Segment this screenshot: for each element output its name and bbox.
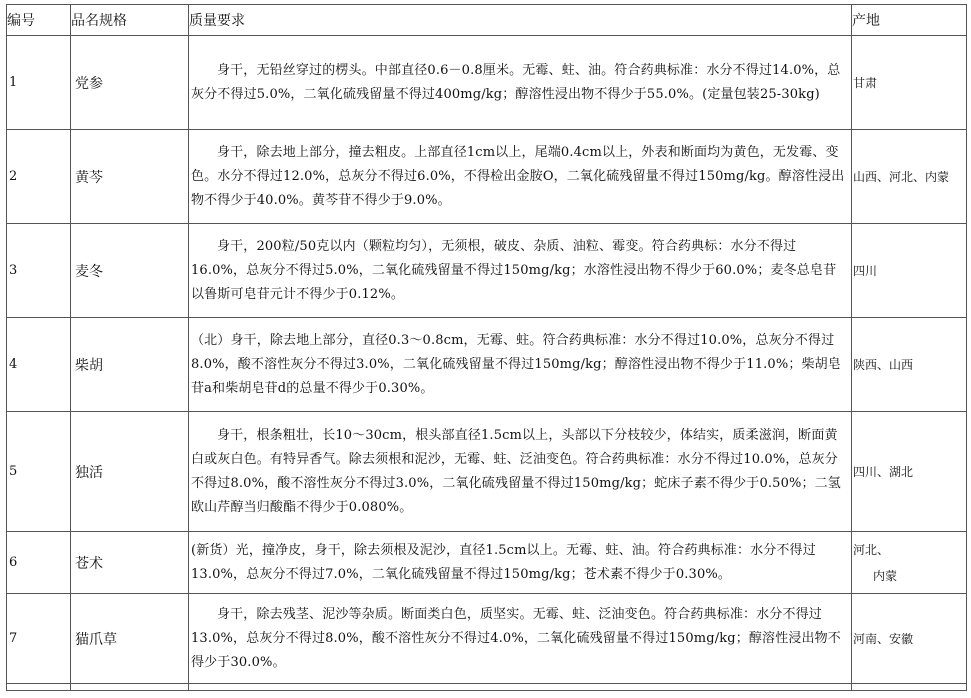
quality-requirement xyxy=(189,594,852,684)
origin-text: 四川、湖北 xyxy=(853,464,914,479)
product-name: 党参 xyxy=(71,36,189,130)
origin-cell xyxy=(852,130,967,224)
quality-requirement xyxy=(189,532,852,594)
row-number: 2 xyxy=(7,130,71,224)
requirement-text: 身干，根条粗壮，长10～30cm，根头部直径1.5cm以上，头部以下分枝较少，体结实，质柔滋润，断面黄白或灰白色。有特异香气。除去须根和泥沙，无霉、蛀、泛油变色。符合药典标准：水分不得过10.0%，总灰分不得过8.0%，酸不溶性灰分不得过3.0%，二氧化硫残留量不得过150mg/kg；蛇床子素不得少于0.50%；二氢欧山芹醇当归酸酯不得少于0.080%。 xyxy=(191,427,841,515)
quality-requirement xyxy=(189,130,852,224)
table-row xyxy=(7,594,967,684)
origin-cell xyxy=(852,318,967,412)
quality-spec-table xyxy=(6,4,967,691)
origin-text: 甘肃 xyxy=(853,75,878,90)
table-row xyxy=(7,224,967,318)
partial-cell xyxy=(7,684,71,691)
header-requirement: 质量要求 xyxy=(189,5,852,36)
partial-cell xyxy=(189,684,852,691)
quality-requirement xyxy=(189,412,852,532)
row-number: 3 xyxy=(7,224,71,318)
requirement-text: (新货）光，撞净皮，身干，除去须根及泥沙，直径1.5cm以上。无霉、蛀、油。符合药典标准：水分不得过13.0%，总灰分不得过7.0%，二氧化硫残留量不得过150mg/kg；苍术素不得少于0.30%。 xyxy=(191,542,816,582)
product-name: 独活 xyxy=(71,412,189,532)
origin-text: 陕西、山西 xyxy=(853,357,914,372)
product-name: 柴胡 xyxy=(71,318,189,412)
row-number: 5 xyxy=(7,412,71,532)
row-number: 7 xyxy=(7,594,71,684)
origin-text: 山西、河北、内蒙 xyxy=(853,169,950,184)
requirement-text: 身干，除去残茎、泥沙等杂质。断面类白色，质坚实。无霉、蛀、泛油变色。符合药典标准：水分不得过13.0%，总灰分不得过8.0%，酸不溶性灰分不得过4.0%，二氧化硫残留量不得过150mg/kg；醇溶性浸出物不得少于30.0%。 xyxy=(191,606,841,670)
header-no: 编号 xyxy=(7,5,71,36)
requirement-text: 身干，除去地上部分，撞去粗皮。上部直径1cm以上，尾端0.4cm以上，外表和断面均为黄色，无发霉、变色。水分不得过12.0%，总灰分不得过6.0%，不得检出金胺O，二氧化硫残留量不得过150mg/kg。醇溶性浸出物不得少于40.0%。黄芩苷不得少于9.0%。 xyxy=(191,144,845,208)
origin-text: 内蒙 xyxy=(873,568,898,583)
row-number: 6 xyxy=(7,532,71,594)
origin-text: 河南、安徽 xyxy=(853,631,914,646)
table-row-partial xyxy=(7,684,967,691)
product-name: 苍术 xyxy=(71,532,189,594)
table-header-row xyxy=(7,5,967,36)
requirement-text: 身干，无铅丝穿过的楞头。中部直径0.6－0.8厘米。无霉、蛀、油。符合药典标准：水分不得过14.0%，总灰分不得过5.0%，二氧化硫残留量不得过400mg/kg；醇溶性浸出物不得少于55.0%。(定量包装25-30kg) xyxy=(191,62,841,102)
origin-cell xyxy=(852,532,967,594)
quality-requirement xyxy=(189,36,852,130)
table-row xyxy=(7,130,967,224)
table-row xyxy=(7,36,967,130)
origin-text: 四川 xyxy=(853,263,878,278)
requirement-text: （北）身干，除去地上部分，直径0.3～0.8cm，无霉、蛀。符合药典标准：水分不得过10.0%，总灰分不得过8.0%，酸不溶性灰分不得过3.0%，二氧化硫残留量不得过150mg/kg；醇溶性浸出物不得少于11.0%；柴胡皂苷a和柴胡皂苷d的总量不得少于0.30%。 xyxy=(191,332,841,396)
header-origin: 产地 xyxy=(852,5,967,36)
origin-text: 河北、 xyxy=(853,542,890,557)
table-row xyxy=(7,412,967,532)
product-name: 猫爪草 xyxy=(71,594,189,684)
row-number: 1 xyxy=(7,36,71,130)
origin-cell xyxy=(852,412,967,532)
origin-cell xyxy=(852,594,967,684)
product-name: 黄芩 xyxy=(71,130,189,224)
partial-cell xyxy=(852,684,967,691)
row-number: 4 xyxy=(7,318,71,412)
header-name: 品名规格 xyxy=(71,5,189,36)
origin-cell xyxy=(852,36,967,130)
partial-cell xyxy=(71,684,189,691)
table-row xyxy=(7,318,967,412)
quality-requirement xyxy=(189,318,852,412)
origin-cell xyxy=(852,224,967,318)
quality-requirement xyxy=(189,224,852,318)
table-row xyxy=(7,532,967,594)
product-name: 麦冬 xyxy=(71,224,189,318)
requirement-text: 身干，200粒/50克以内（颗粒均匀），无须根，破皮、杂质、油粒、霉变。符合药典标：水分不得过16.0%，总灰分不得过5.0%，二氧化硫残留量不得过150mg/kg；水溶性浸出物不得少于60.0%；麦冬总皂苷以鲁斯可皂苷元计不得少于0.12%。 xyxy=(191,238,837,302)
